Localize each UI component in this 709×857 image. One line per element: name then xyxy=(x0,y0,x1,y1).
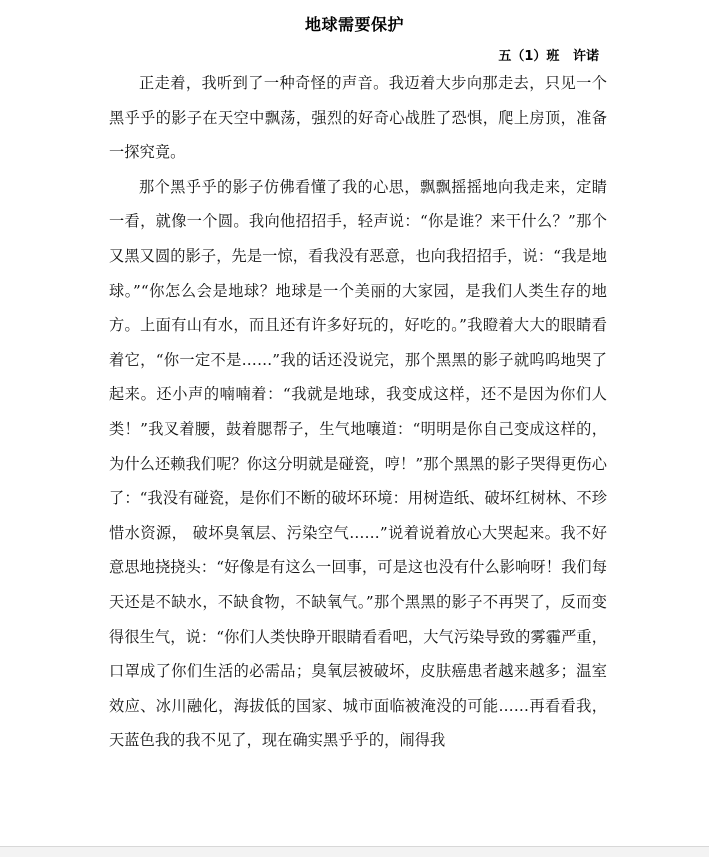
page-bottom-edge xyxy=(0,846,709,857)
paragraph: 正走着，我听到了一种奇怪的声音。我迈着大步向那走去，只见一个黑乎乎的影子在天空中飘荡，强烈的好奇心战胜了恐惧，爬上房顶，准备一探究竟。 xyxy=(109,74,607,162)
paragraph: 那个黑乎乎的影子仿佛看懂了我的心思，飘飘摇摇地向我走来，定睛一看，就像一个圆。我向他招招手，轻声说：“你是谁？来干什么？”那个又黑又圆的影子，先是一惊，看我没有恶意，也向我招招手，说：“我是地球。”“你怎么会是地球？地球是一个美丽的大家园，是我们人类生存的地方。上面有山有水，而且还有许多好玩的，好吃的。”我瞪着大大的眼睛看着它，“你一定不是……”我的话还没说完，那个黑黑的影子就呜呜地哭了起来。还小声的喃喃着：“我就是地球，我变成这样，还不是因为你们人类！”我叉着腰，鼓着腮帮子，生气地嚷道：“明明是你自己变成这样的，为什么还赖我们呢？你这分明就是碰瓷，哼！”那个黑黑的影子哭得更伤心了：“我没有碰瓷，是你们不断的破坏环境：用树造纸、破坏红树林、不珍惜水资源， 破坏臭氧层、污染空气……”说着说着放心大哭起来。我不好意思地挠挠头：“好像是有这么一回事，可是这也没有什么影响呀！我们每天还是不缺水，不缺食物，不缺氧气。”那个黑黑的影子不再哭了，反而变得很生气，说：“你们人类快睁开眼睛看看吧，大气污染导致的雾霾严重，口罩成了你们生活的必需品；臭氧层被破坏，皮肤癌患者越来越多；温室效应、冰川融化，海拔低的国家、城市面临被淹没的可能……再看看我，天蓝色我的我不见了，现在确实黑乎乎的，闹得我 xyxy=(109,177,607,750)
essay-title: 地球需要保护 xyxy=(304,15,404,34)
essay-author: 五（1）班 许诺 xyxy=(498,49,599,64)
essay-body xyxy=(109,66,607,758)
